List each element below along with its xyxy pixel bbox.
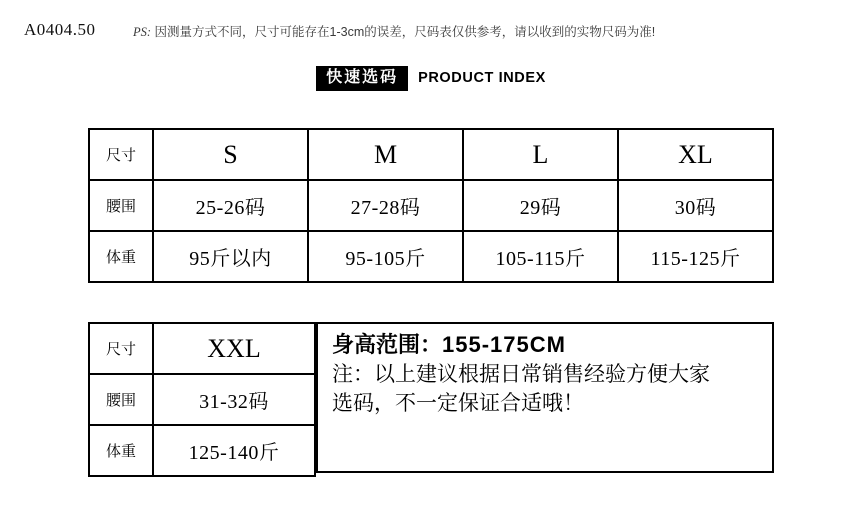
- product-index-banner-inner: [316, 66, 546, 91]
- quick-size-label: 快速选码: [316, 66, 408, 91]
- table-row: [89, 425, 315, 476]
- ps-label: PS:: [133, 25, 152, 39]
- sku-code: A0404.50: [24, 20, 96, 39]
- row-header-waist: 腰围: [89, 180, 153, 231]
- row-header-weight-2: 体重: [89, 425, 153, 476]
- row-header-size: 尺寸: [89, 129, 153, 180]
- notes-body-line-1: 注：以上建议根据日常销售经验方便大家: [332, 362, 710, 386]
- table-row: [89, 180, 773, 231]
- height-range-line: [332, 331, 766, 359]
- size-header-xxl: XXL: [153, 323, 315, 374]
- size-table-xxl: [88, 322, 316, 477]
- size-header-l: L: [463, 129, 618, 180]
- table-row: [89, 374, 315, 425]
- weight-value-m: 95-105斤: [308, 231, 463, 282]
- header-row: [0, 18, 862, 44]
- row-header-size-2: 尺寸: [89, 323, 153, 374]
- size-header-m: M: [308, 129, 463, 180]
- row-header-weight: 体重: [89, 231, 153, 282]
- row-header-waist-2: 腰围: [89, 374, 153, 425]
- size-header-s: S: [153, 129, 308, 180]
- size-header-xl: XL: [618, 129, 773, 180]
- product-index-label: PRODUCT INDEX: [418, 70, 546, 86]
- weight-value-s: 95斤以内: [153, 231, 308, 282]
- height-range-value: 155-175CM: [442, 332, 566, 357]
- notes-box: [316, 322, 774, 473]
- waist-value-xl: 30码: [618, 180, 773, 231]
- product-index-banner: [0, 64, 862, 92]
- waist-value-l: 29码: [463, 180, 618, 231]
- weight-value-xxl: 125-140斤: [153, 425, 315, 476]
- waist-value-xxl: 31-32码: [153, 374, 315, 425]
- notes-body-line-2: 选码，不一定保证合适哦！: [332, 392, 584, 416]
- waist-value-m: 27-28码: [308, 180, 463, 231]
- table-row: [89, 129, 773, 180]
- waist-value-s: 25-26码: [153, 180, 308, 231]
- size-table-main: [88, 128, 774, 283]
- measurement-disclaimer: [133, 22, 655, 40]
- bottom-divider: [88, 506, 774, 510]
- weight-value-xl: 115-125斤: [618, 231, 773, 282]
- height-range-label: 身高范围：: [332, 332, 443, 357]
- table-row: [89, 231, 773, 282]
- table-row: [89, 323, 315, 374]
- ps-text: 因测量方式不同，尺寸可能存在1-3cm的误差，尺码表仅供参考，请以收到的实物尺码为准!: [154, 25, 656, 39]
- weight-value-l: 105-115斤: [463, 231, 618, 282]
